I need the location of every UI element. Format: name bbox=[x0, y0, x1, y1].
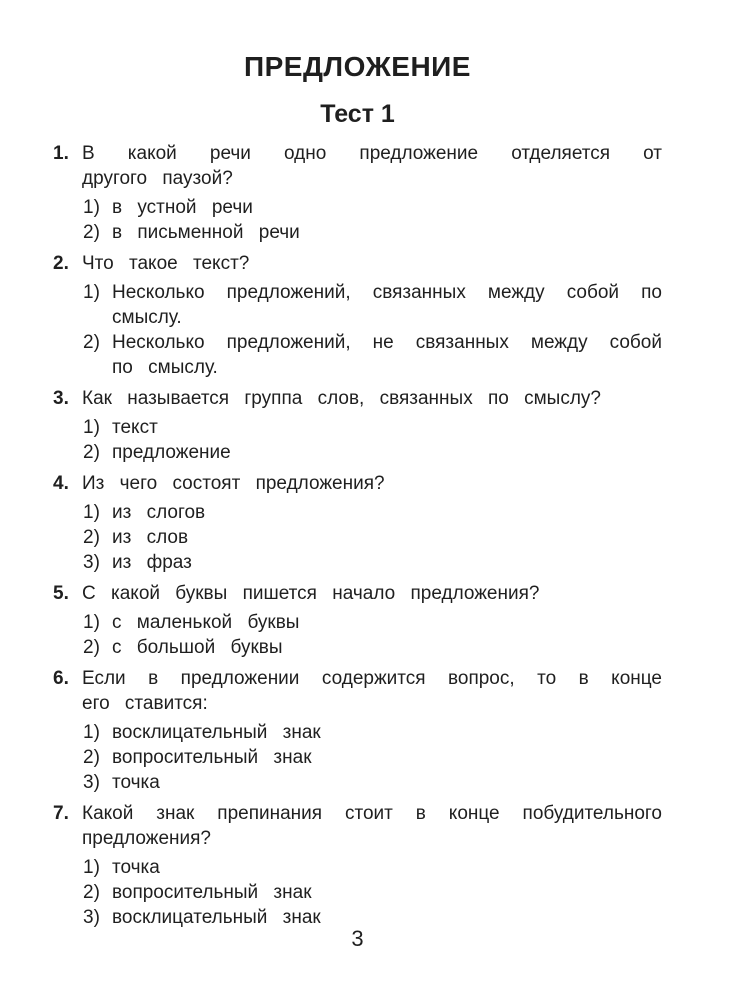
question-text bbox=[82, 471, 662, 496]
question-text bbox=[82, 251, 662, 276]
option-number: 2) bbox=[83, 332, 100, 353]
question-item bbox=[53, 386, 662, 465]
question-row bbox=[53, 471, 662, 496]
option-item bbox=[83, 220, 662, 245]
question-item bbox=[53, 471, 662, 575]
question-number: 6. bbox=[53, 668, 69, 689]
option-text-line: в письменной речи bbox=[112, 222, 300, 243]
option-item bbox=[83, 500, 662, 525]
question-text bbox=[82, 801, 662, 851]
option-text-line: с большой буквы bbox=[112, 637, 283, 658]
option-text bbox=[112, 195, 662, 220]
option-text-line: точка bbox=[112, 857, 160, 878]
question-item bbox=[53, 141, 662, 245]
options-list bbox=[53, 500, 662, 575]
option-text-line: вопросительный знак bbox=[112, 882, 312, 903]
option-item bbox=[83, 525, 662, 550]
questions-list bbox=[53, 141, 662, 930]
option-item bbox=[83, 610, 662, 635]
option-number: 1) bbox=[83, 612, 100, 633]
option-item bbox=[83, 415, 662, 440]
option-item bbox=[83, 770, 662, 795]
question-item bbox=[53, 666, 662, 795]
option-text bbox=[112, 610, 662, 635]
question-text-line: его ставится: bbox=[82, 693, 208, 714]
question-text bbox=[82, 581, 662, 606]
question-row bbox=[53, 581, 662, 606]
option-text bbox=[112, 880, 662, 905]
option-text-line: вопросительный знак bbox=[112, 747, 312, 768]
option-number: 1) bbox=[83, 417, 100, 438]
question-row bbox=[53, 801, 662, 851]
question-number: 1. bbox=[53, 143, 69, 164]
option-number: 1) bbox=[83, 197, 100, 218]
question-text-line: предложения? bbox=[82, 828, 211, 849]
question-text-line: В какой речи одно предложение отделяется от bbox=[82, 143, 662, 164]
option-text-line: с маленькой буквы bbox=[112, 612, 300, 633]
option-text-line: по смыслу. bbox=[112, 357, 218, 378]
option-text-line: Несколько предложений, связанных между собой по bbox=[112, 282, 662, 303]
question-item bbox=[53, 251, 662, 380]
question-item bbox=[53, 581, 662, 660]
option-text bbox=[112, 415, 662, 440]
question-text-line: другого паузой? bbox=[82, 168, 233, 189]
options-list bbox=[53, 415, 662, 465]
option-number: 2) bbox=[83, 442, 100, 463]
question-text bbox=[82, 386, 662, 411]
option-text-line: восклицательный знак bbox=[112, 722, 321, 743]
option-item bbox=[83, 745, 662, 770]
option-item bbox=[83, 440, 662, 465]
option-text-line: текст bbox=[112, 417, 158, 438]
question-row bbox=[53, 251, 662, 276]
question-row bbox=[53, 386, 662, 411]
question-item bbox=[53, 801, 662, 930]
option-text-line: из слогов bbox=[112, 502, 206, 523]
question-text-line: Какой знак препинания стоит в конце побудительного bbox=[82, 803, 662, 824]
option-item bbox=[83, 720, 662, 745]
question-row bbox=[53, 141, 662, 191]
option-number: 2) bbox=[83, 747, 100, 768]
question-text-line: Что такое текст? bbox=[82, 253, 250, 274]
option-number: 3) bbox=[83, 907, 100, 928]
option-number: 3) bbox=[83, 552, 100, 573]
option-text-line: в устной речи bbox=[112, 197, 253, 218]
option-number: 1) bbox=[83, 857, 100, 878]
options-list bbox=[53, 720, 662, 795]
option-item bbox=[83, 330, 662, 380]
question-number: 7. bbox=[53, 803, 69, 824]
question-text bbox=[82, 141, 662, 191]
question-number: 4. bbox=[53, 473, 69, 494]
question-number: 5. bbox=[53, 583, 69, 604]
option-text bbox=[112, 220, 662, 245]
option-number: 2) bbox=[83, 527, 100, 548]
option-text bbox=[112, 770, 662, 795]
options-list bbox=[53, 195, 662, 245]
option-number: 1) bbox=[83, 282, 100, 303]
option-number: 2) bbox=[83, 882, 100, 903]
option-text bbox=[112, 720, 662, 745]
option-text bbox=[112, 330, 662, 380]
option-text-line: из слов bbox=[112, 527, 189, 548]
option-number: 3) bbox=[83, 772, 100, 793]
option-text bbox=[112, 745, 662, 770]
option-text bbox=[112, 855, 662, 880]
question-number: 2. bbox=[53, 253, 69, 274]
page-number: 3 bbox=[351, 926, 364, 951]
question-text-line: Из чего состоят предложения? bbox=[82, 473, 385, 494]
options-list bbox=[53, 855, 662, 930]
option-item bbox=[83, 195, 662, 220]
option-text bbox=[112, 280, 662, 330]
option-text-line: восклицательный знак bbox=[112, 907, 321, 928]
option-item bbox=[83, 855, 662, 880]
option-text bbox=[112, 500, 662, 525]
question-text bbox=[82, 666, 662, 716]
option-text-line: точка bbox=[112, 772, 160, 793]
option-item bbox=[83, 880, 662, 905]
option-number: 1) bbox=[83, 502, 100, 523]
question-number: 3. bbox=[53, 388, 69, 409]
question-row bbox=[53, 666, 662, 716]
option-text bbox=[112, 525, 662, 550]
option-item bbox=[83, 280, 662, 330]
question-text-line: Как называется группа слов, связанных по смыслу? bbox=[82, 388, 601, 409]
option-text-line: Несколько предложений, не связанных между собой bbox=[112, 332, 662, 353]
option-item bbox=[83, 635, 662, 660]
option-text bbox=[112, 550, 662, 575]
page-title: ПРЕДЛОЖЕНИЕ bbox=[244, 51, 471, 82]
question-text-line: С какой буквы пишется начало предложения? bbox=[82, 583, 540, 604]
option-number: 1) bbox=[83, 722, 100, 743]
question-text-line: Если в предложении содержится вопрос, то в конце bbox=[82, 668, 662, 689]
option-item bbox=[83, 550, 662, 575]
test-title: Тест 1 bbox=[320, 100, 395, 128]
option-text-line: предложение bbox=[112, 442, 231, 463]
option-number: 2) bbox=[83, 637, 100, 658]
option-text bbox=[112, 440, 662, 465]
options-list bbox=[53, 280, 662, 380]
option-text-line: смыслу. bbox=[112, 307, 182, 328]
option-text-line: из фраз bbox=[112, 552, 192, 573]
option-text bbox=[112, 635, 662, 660]
option-number: 2) bbox=[83, 222, 100, 243]
options-list bbox=[53, 610, 662, 660]
